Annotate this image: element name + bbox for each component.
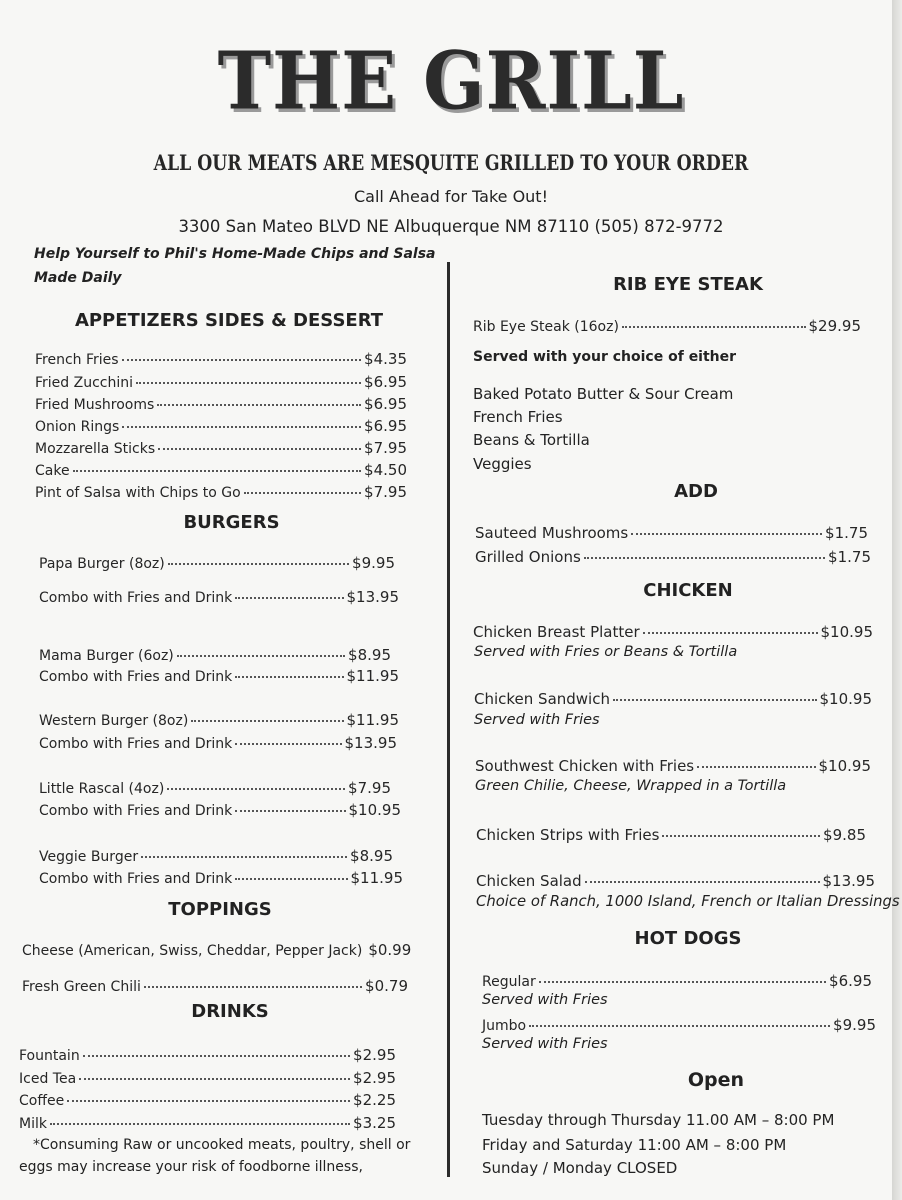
burger-combo: Combo with Fries and Drink $11.95: [39, 867, 403, 887]
burger-item: Mama Burger (6oz) $8.95: [39, 644, 391, 664]
drink-item: Milk $3.25: [19, 1112, 396, 1132]
menu-item: French Fries $4.35: [35, 348, 407, 368]
add-item: Sauteed Mushrooms $1.75: [475, 522, 868, 542]
chicken-item: Chicken Sandwich $10.95: [474, 688, 872, 708]
add-heading: ADD: [674, 481, 718, 502]
intro-line-2: Made Daily: [34, 270, 122, 286]
intro-line-1: Help Yourself to Phil's Home-Made Chips and Salsa: [34, 246, 436, 262]
chicken-item: Chicken Strips with Fries $9.85: [476, 824, 866, 844]
burger-combo: Combo with Fries and Drink $13.95: [39, 732, 397, 752]
chicken-note: Served with Fries: [474, 712, 600, 728]
menu-item: Pint of Salsa with Chips to Go $7.95: [35, 481, 407, 501]
add-item: Grilled Onions $1.75: [475, 546, 871, 566]
side-choice: Baked Potato Butter & Sour Cream: [473, 385, 734, 403]
side-choice: French Fries: [473, 408, 563, 426]
hotdog-item: Regular $6.95: [482, 970, 872, 990]
disclaimer-line-1: *Consuming Raw or uncooked meats, poultry, shell or: [33, 1137, 411, 1153]
address-phone: 3300 San Mateo BLVD NE Albuquerque NM 87110 (505) 872-9772: [178, 217, 724, 236]
disclaimer-line-2: eggs may increase your risk of foodborne illness,: [19, 1159, 363, 1175]
hours-heading: Open: [687, 1069, 745, 1091]
ribeye-heading: RIB EYE STEAK: [613, 274, 763, 295]
chicken-note: Choice of Ranch, 1000 Island, French or Italian Dressings: [476, 893, 900, 910]
burger-combo: Combo with Fries and Drink $13.95: [39, 586, 399, 606]
drinks-heading: DRINKS: [191, 1001, 269, 1022]
choice-label: Served with your choice of either: [473, 349, 737, 365]
drink-item: Coffee $2.25: [19, 1089, 396, 1109]
menu-item: Mozzarella Sticks $7.95: [35, 437, 407, 457]
ribeye-item: Rib Eye Steak (16oz) $29.95: [473, 315, 861, 335]
burger-combo: Combo with Fries and Drink $11.95: [39, 665, 399, 685]
hotdog-note: Served with Fries: [482, 992, 608, 1008]
menu-item: Fried Mushrooms $6.95: [35, 393, 407, 413]
chicken-item: Chicken Salad $13.95: [476, 870, 875, 890]
chicken-note: Green Chilie, Cheese, Wrapped in a Tortilla: [475, 778, 787, 794]
hours-line: Friday and Saturday 11:00 AM – 8:00 PM: [482, 1136, 787, 1154]
restaurant-title: THE GRILL: [217, 33, 685, 128]
burger-item: Papa Burger (8oz) $9.95: [39, 552, 395, 572]
side-choice: Beans & Tortilla: [473, 431, 590, 449]
chicken-note: Served with Fries or Beans & Tortilla: [474, 644, 738, 660]
menu-item: Fried Zucchini $6.95: [35, 371, 407, 391]
hotdogs-heading: HOT DOGS: [634, 928, 742, 949]
call-ahead-text: Call Ahead for Take Out!: [354, 187, 548, 206]
topping-item: Cheese (American, Swiss, Cheddar, Pepper Jack) $0.99: [22, 941, 412, 959]
burgers-heading: BURGERS: [183, 512, 280, 533]
burger-item: Little Rascal (4oz) $7.95: [39, 777, 391, 797]
hours-line: Sunday / Monday CLOSED: [482, 1159, 678, 1177]
toppings-heading: TOPPINGS: [168, 899, 272, 920]
burger-item: Veggie Burger $8.95: [39, 845, 393, 865]
menu-item: Cake $4.50: [35, 459, 407, 479]
drink-item: Fountain $2.95: [19, 1044, 396, 1064]
topping-item: Fresh Green Chili $0.79: [22, 975, 408, 995]
chicken-item: Chicken Breast Platter $10.95: [473, 621, 873, 641]
burger-item: Western Burger (8oz) $11.95: [39, 709, 399, 729]
appetizers-heading: APPETIZERS SIDES & DESSERT: [74, 310, 384, 331]
side-choice: Veggies: [473, 455, 532, 473]
drink-item: Iced Tea $2.95: [19, 1067, 396, 1087]
column-divider: [447, 262, 450, 1177]
menu-item: Onion Rings $6.95: [35, 415, 407, 435]
hotdog-note: Served with Fries: [482, 1036, 608, 1052]
tagline: ALL OUR MEATS ARE MESQUITE GRILLED TO YOUR ORDER: [153, 150, 749, 175]
hours-line: Tuesday through Thursday 11.00 AM – 8:00 PM: [482, 1111, 835, 1129]
chicken-heading: CHICKEN: [643, 580, 733, 601]
chicken-item: Southwest Chicken with Fries $10.95: [475, 755, 871, 775]
hotdog-item: Jumbo $9.95: [482, 1014, 876, 1034]
burger-combo: Combo with Fries and Drink $10.95: [39, 799, 401, 819]
